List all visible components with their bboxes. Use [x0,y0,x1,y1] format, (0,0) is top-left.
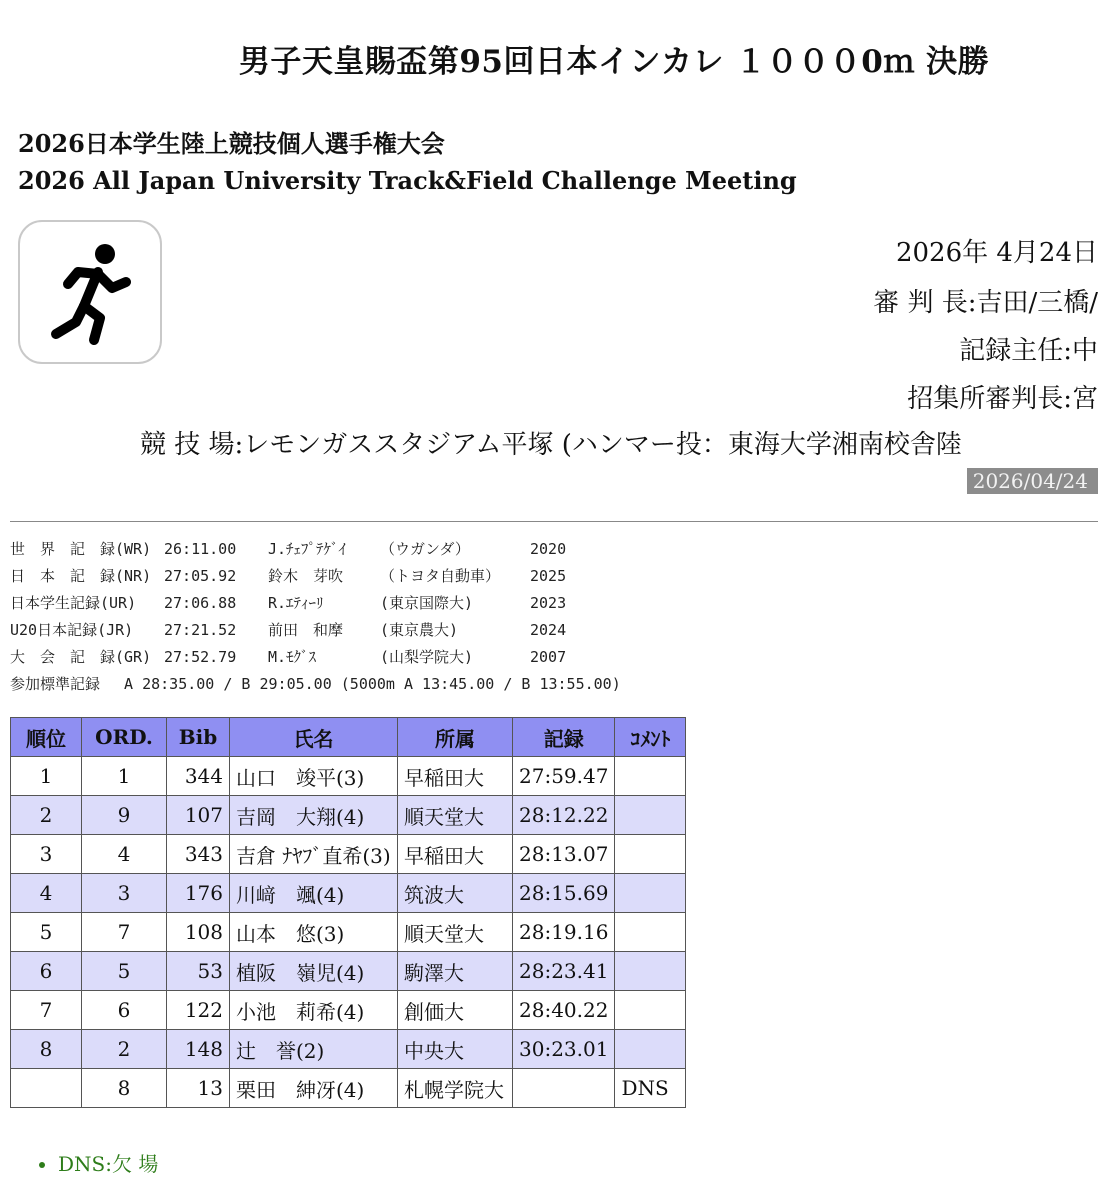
record-year: 2020 [530,540,567,558]
records-block [10,521,1098,698]
record-team: （ウガンダ） [380,540,470,558]
record-row-nr [10,563,1098,590]
meet-date: 2026年 4月24日 [895,238,1098,268]
cell-team: 中央大 [398,1030,513,1069]
update-date-stamp: 2026/04/24 [967,468,1098,494]
record-team: （トヨタ自動車） [380,567,501,585]
table-row [11,1030,686,1069]
record-label: 大 会 記 録(GR) [10,648,152,666]
col-comment: ｺﾒﾝﾄ [615,718,686,757]
record-team: (東京農大) [380,621,459,639]
cell-comment [615,757,686,796]
record-row-ur [10,590,1098,617]
cell-team: 順天堂大 [398,796,513,835]
meet-name-ja: 2026日本学生陸上競技個人選手権大会 [18,129,445,158]
record-label: 日本学生記録(UR) [10,594,137,612]
table-row [11,757,686,796]
cell-comment [615,952,686,991]
cell-team: 早稲田大 [398,757,513,796]
cell-ord: 6 [82,991,167,1030]
cell-team: 早稲田大 [398,835,513,874]
results-table [10,717,686,1108]
cell-comment [615,874,686,913]
cell-bib: 122 [167,991,230,1030]
cell-rank: 7 [11,991,82,1030]
cell-comment: DNS [615,1069,686,1108]
record-time: 26:11.00 [164,540,237,558]
cell-team: 駒澤大 [398,952,513,991]
cell-comment [615,796,686,835]
record-label: 日 本 記 録(NR) [10,567,152,585]
cell-name: 植阪 嶺児(4) [230,952,398,991]
page-title: 男子天皇賜盃第95回日本インカレ １０００0ｍ 決勝 [238,44,990,80]
col-name: 氏名 [230,718,398,757]
cell-bib: 53 [167,952,230,991]
record-team: (東京国際大) [380,594,474,612]
cell-name: 川﨑 颯(4) [230,874,398,913]
col-rank: 順位 [11,718,82,757]
cell-comment [615,913,686,952]
record-holder: 鈴木 芽吹 [268,567,344,585]
cell-time: 30:23.01 [513,1030,615,1069]
cell-time [513,1069,615,1108]
record-time: 27:05.92 [164,567,237,585]
cell-rank: 1 [11,757,82,796]
notes-list [40,1148,158,1177]
cell-name: 山口 竣平(3) [230,757,398,796]
col-bib: Bib [167,718,230,757]
cell-time: 28:12.22 [513,796,615,835]
cell-ord: 4 [82,835,167,874]
table-row [11,913,686,952]
record-year: 2023 [530,594,567,612]
meet-name-en: 2026 All Japan University Track&Field Challenge Meeting [18,166,797,195]
record-holder: R.ｴﾃｨｰﾘ [268,594,324,612]
record-holder: J.ﾁｪﾌﾟﾃｹﾞｲ [268,540,347,558]
cell-time: 28:40.22 [513,991,615,1030]
cell-team: 順天堂大 [398,913,513,952]
table-row [11,874,686,913]
record-time: 27:21.52 [164,621,237,639]
call-room-referee: 招集所審判長:宮 [907,384,1098,414]
cell-ord: 2 [82,1030,167,1069]
cell-rank: 6 [11,952,82,991]
cell-team: 札幌学院大 [398,1069,513,1108]
cell-name: 栗田 紳冴(4) [230,1069,398,1108]
table-row [11,796,686,835]
cell-time: 27:59.47 [513,757,615,796]
cell-bib: 176 [167,874,230,913]
cell-bib: 108 [167,913,230,952]
running-person-graphic [20,222,160,362]
cell-comment [615,991,686,1030]
cell-rank: 5 [11,913,82,952]
cell-name: 吉岡 大翔(4) [230,796,398,835]
cell-ord: 3 [82,874,167,913]
cell-rank [11,1069,82,1108]
cell-time: 28:13.07 [513,835,615,874]
col-team: 所属 [398,718,513,757]
referee: 審 判 長:吉田/三橋/ [873,288,1098,318]
record-chief: 記録主任:中 [959,336,1098,366]
cell-bib: 107 [167,796,230,835]
cell-name: 山本 悠(3) [230,913,398,952]
record-row-jr [10,617,1098,644]
table-header-row [11,718,686,757]
record-row-gr [10,644,1098,671]
record-label: 世 界 記 録(WR) [10,540,152,558]
table-row [11,952,686,991]
cell-time: 28:23.41 [513,952,615,991]
cell-rank: 4 [11,874,82,913]
cell-name: 辻 誉(2) [230,1030,398,1069]
record-time: 27:06.88 [164,594,237,612]
cell-bib: 13 [167,1069,230,1108]
record-row-wr [10,536,1098,563]
cell-comment [615,1030,686,1069]
cell-rank: 8 [11,1030,82,1069]
cell-ord: 5 [82,952,167,991]
cell-bib: 343 [167,835,230,874]
record-year: 2025 [530,567,567,585]
table-row [11,835,686,874]
table-row [11,991,686,1030]
qualifying-standard: 参加標準記録 A 28:35.00 / B 29:05.00 (5000m A 13:45.00 / B 13:55.00) [10,675,621,693]
cell-ord: 8 [82,1069,167,1108]
venue: 競 技 場:レモンガススタジアム平塚 (ハンマー投：東海大学湘南校舎陸 [140,430,962,460]
cell-time: 28:19.16 [513,913,615,952]
cell-rank: 2 [11,796,82,835]
cell-team: 筑波大 [398,874,513,913]
cell-ord: 7 [82,913,167,952]
col-ord: ORD. [82,718,167,757]
record-holder: M.ﾓｸﾞｽ [268,648,317,666]
record-label: U20日本記録(JR) [10,621,134,639]
cell-bib: 344 [167,757,230,796]
record-time: 27:52.79 [164,648,237,666]
cell-comment [615,835,686,874]
record-year: 2007 [530,648,567,666]
cell-ord: 1 [82,757,167,796]
note-item: • DNS:欠 場 [58,1148,158,1177]
cell-bib: 148 [167,1030,230,1069]
cell-ord: 9 [82,796,167,835]
running-person-icon [18,220,162,364]
record-year: 2024 [530,621,567,639]
record-holder: 前田 和摩 [268,621,344,639]
cell-time: 28:15.69 [513,874,615,913]
cell-rank: 3 [11,835,82,874]
record-team: (山梨学院大) [380,648,474,666]
cell-name: 小池 莉希(4) [230,991,398,1030]
cell-name: 吉倉 ﾅﾔﾌﾞ直希(3) [230,835,398,874]
table-row [11,1069,686,1108]
cell-team: 創価大 [398,991,513,1030]
col-time: 記録 [513,718,615,757]
